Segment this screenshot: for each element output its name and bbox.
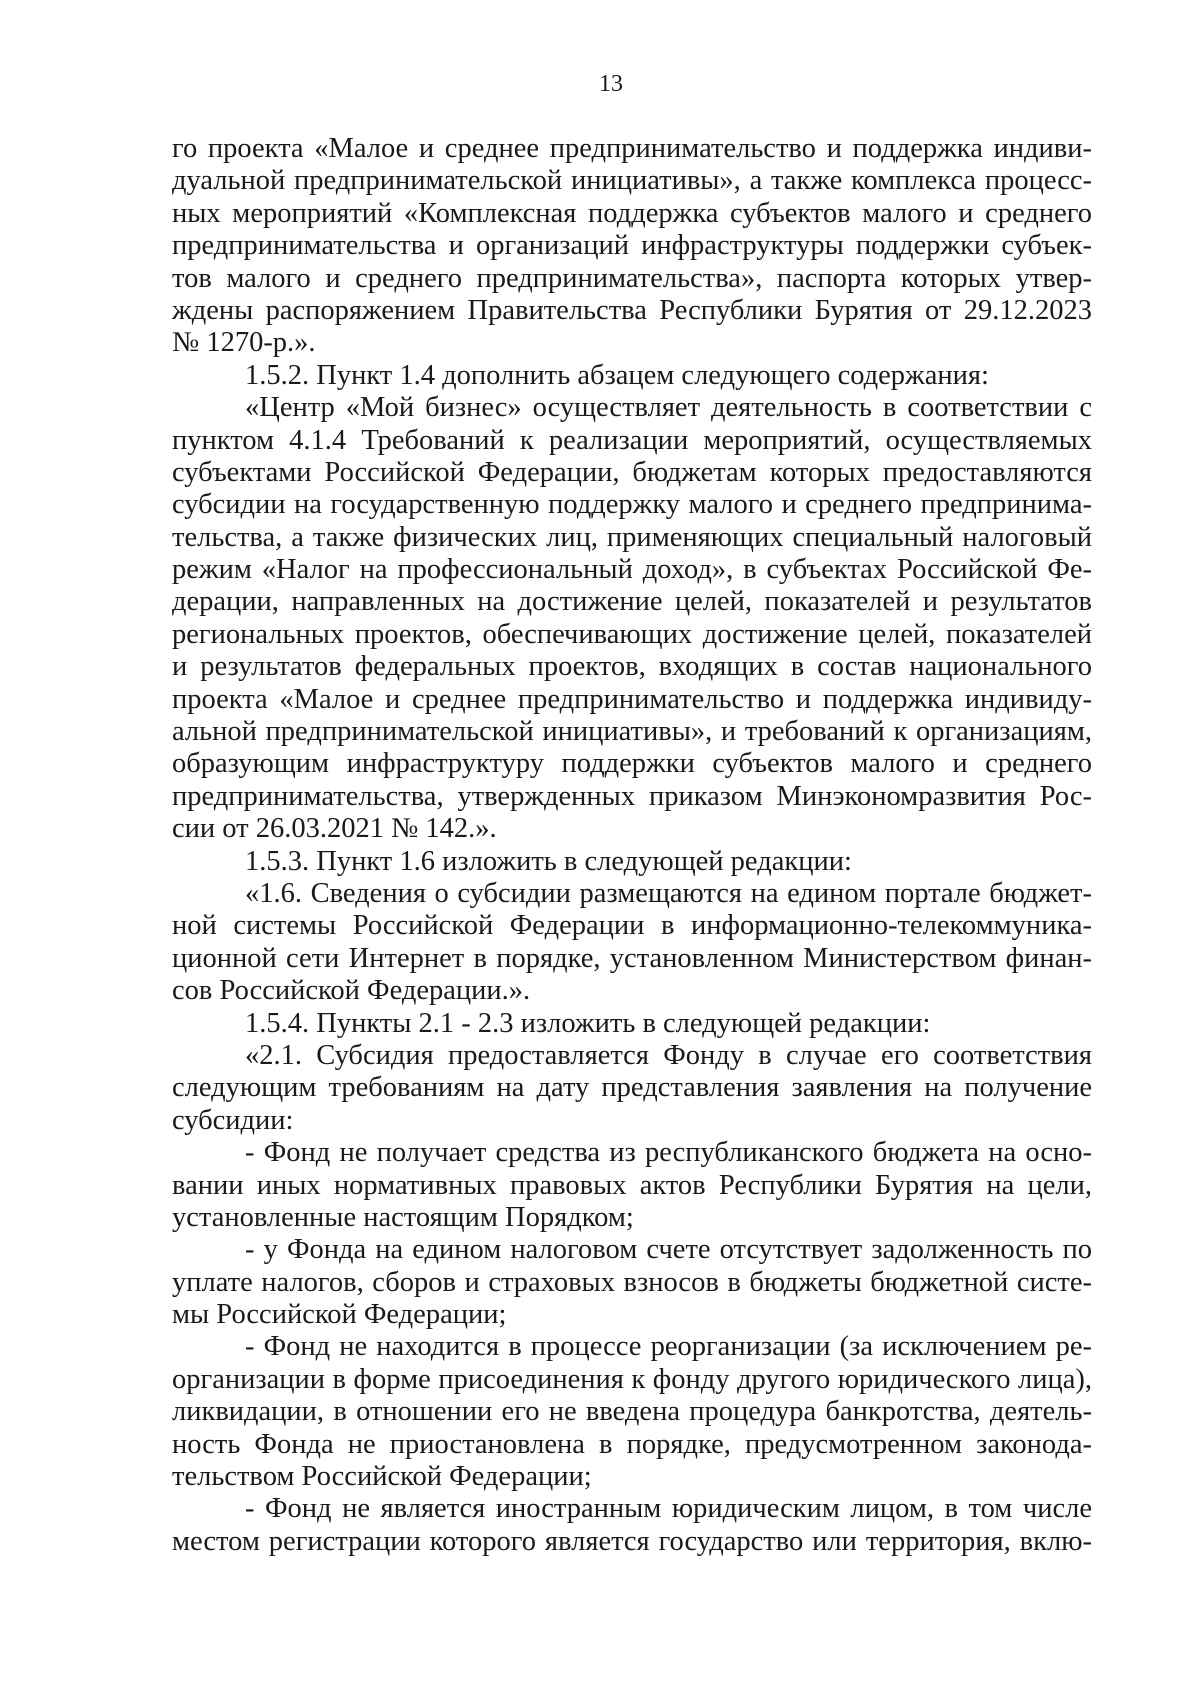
text-line: тельства, а также физических лиц, применяющих специальный налоговый <box>172 521 1092 553</box>
text-line: уплате налогов, сборов и страховых взносов в бюджеты бюджетной систе- <box>172 1266 1092 1298</box>
text-line: 1.5.3. Пункт 1.6 изложить в следующей редакции: <box>245 845 852 877</box>
text-line: тельством Российской Федерации; <box>172 1461 592 1493</box>
text-line: го проекта «Малое и среднее предпринимательство и поддержка индиви- <box>172 133 1092 164</box>
text-line: ционной сети Интернет в порядке, установленном Министерством финан- <box>172 942 1092 974</box>
text-line: - Фонд не получает средства из республиканского бюджета на осно- <box>245 1137 1092 1169</box>
text-line: субсидии: <box>172 1104 294 1136</box>
text-line: и результатов федеральных проектов, входящих в состав национального <box>172 651 1092 683</box>
text-line: «Центр «Мой бизнес» осуществляет деятельность в соответствии с <box>245 392 1092 424</box>
text-line: - у Фонда на едином налоговом счете отсутствует задолженность по <box>245 1234 1092 1266</box>
text-line: образующим инфраструктуру поддержки субъектов малого и среднего <box>172 748 1092 780</box>
text-line: «1.6. Сведения о субсидии размещаются на едином портале бюджет- <box>245 877 1092 909</box>
text-line: установленные настоящим Порядком; <box>172 1201 634 1233</box>
text-line: проекта «Малое и среднее предпринимательство и поддержка индивиду- <box>172 683 1092 715</box>
text-line: альной предпринимательской инициативы», и требований к организациям, <box>172 716 1092 748</box>
text-line: ной системы Российской Федерации в информационно-телекоммуника- <box>172 910 1092 942</box>
text-line: субсидии на государственную поддержку малого и среднего предпринима- <box>172 489 1092 521</box>
text-line: 1.5.2. Пункт 1.4 дополнить абзацем следующего содержания: <box>245 359 989 391</box>
text-line: вании иных нормативных правовых актов Республики Бурятия на цели, <box>172 1169 1092 1201</box>
text-line: следующим требованиям на дату представления заявления на получение <box>172 1072 1092 1104</box>
text-line: 1.5.4. Пункты 2.1 - 2.3 изложить в следующей редакции: <box>245 1007 931 1039</box>
text-line: субъектами Российской Федерации, бюджетам которых предоставляются <box>172 456 1092 488</box>
text-line: дерации, направленных на достижение целей, показателей и результатов <box>172 586 1092 618</box>
text-line: сов Российской Федерации.». <box>172 975 531 1007</box>
document-body <box>172 133 1092 1558</box>
text-line: ликвидации, в отношении его не введена процедура банкротства, деятель- <box>172 1396 1092 1428</box>
text-line: пунктом 4.1.4 Требований к реализации мероприятий, осуществляемых <box>172 424 1092 456</box>
text-line: мы Российской Федерации; <box>172 1299 507 1331</box>
text-line: - Фонд не находится в процессе реорганизации (за исключением ре- <box>245 1331 1092 1363</box>
text-line: «2.1. Субсидия предоставляется Фонду в случае его соответствия <box>245 1039 1092 1071</box>
text-line: организации в форме присоединения к фонду другого юридического лица), <box>172 1363 1092 1395</box>
text-line: тов малого и среднего предпринимательства», паспорта которых утвер- <box>172 262 1092 294</box>
page-number: 13 <box>599 71 623 97</box>
text-line: ждены распоряжением Правительства Республики Бурятия от 29.12.2023 <box>172 294 1092 326</box>
text-line: - Фонд не является иностранным юридическим лицом, в том числе <box>245 1493 1092 1525</box>
text-line: ных мероприятий «Комплексная поддержка субъектов малого и среднего <box>172 197 1092 229</box>
text-line: местом регистрации которого является государство или территория, вклю- <box>172 1525 1092 1557</box>
text-line: предпринимательства и организаций инфраструктуры поддержки субъек- <box>172 230 1092 262</box>
text-line: дуальной предпринимательской инициативы», а также комплекса процесс- <box>172 165 1092 197</box>
text-line: № 1270-р.». <box>172 327 316 359</box>
text-line: ность Фонда не приостановлена в порядке, предусмотренном законода- <box>172 1428 1092 1460</box>
text-line: режим «Налог на профессиональный доход», в субъектах Российской Фе- <box>172 554 1092 586</box>
text-line: предпринимательства, утвержденных приказом Минэкономразвития Рос- <box>172 780 1092 812</box>
text-line: сии от 26.03.2021 № 142.». <box>172 813 497 845</box>
text-line: региональных проектов, обеспечивающих достижение целей, показателей <box>172 618 1092 650</box>
